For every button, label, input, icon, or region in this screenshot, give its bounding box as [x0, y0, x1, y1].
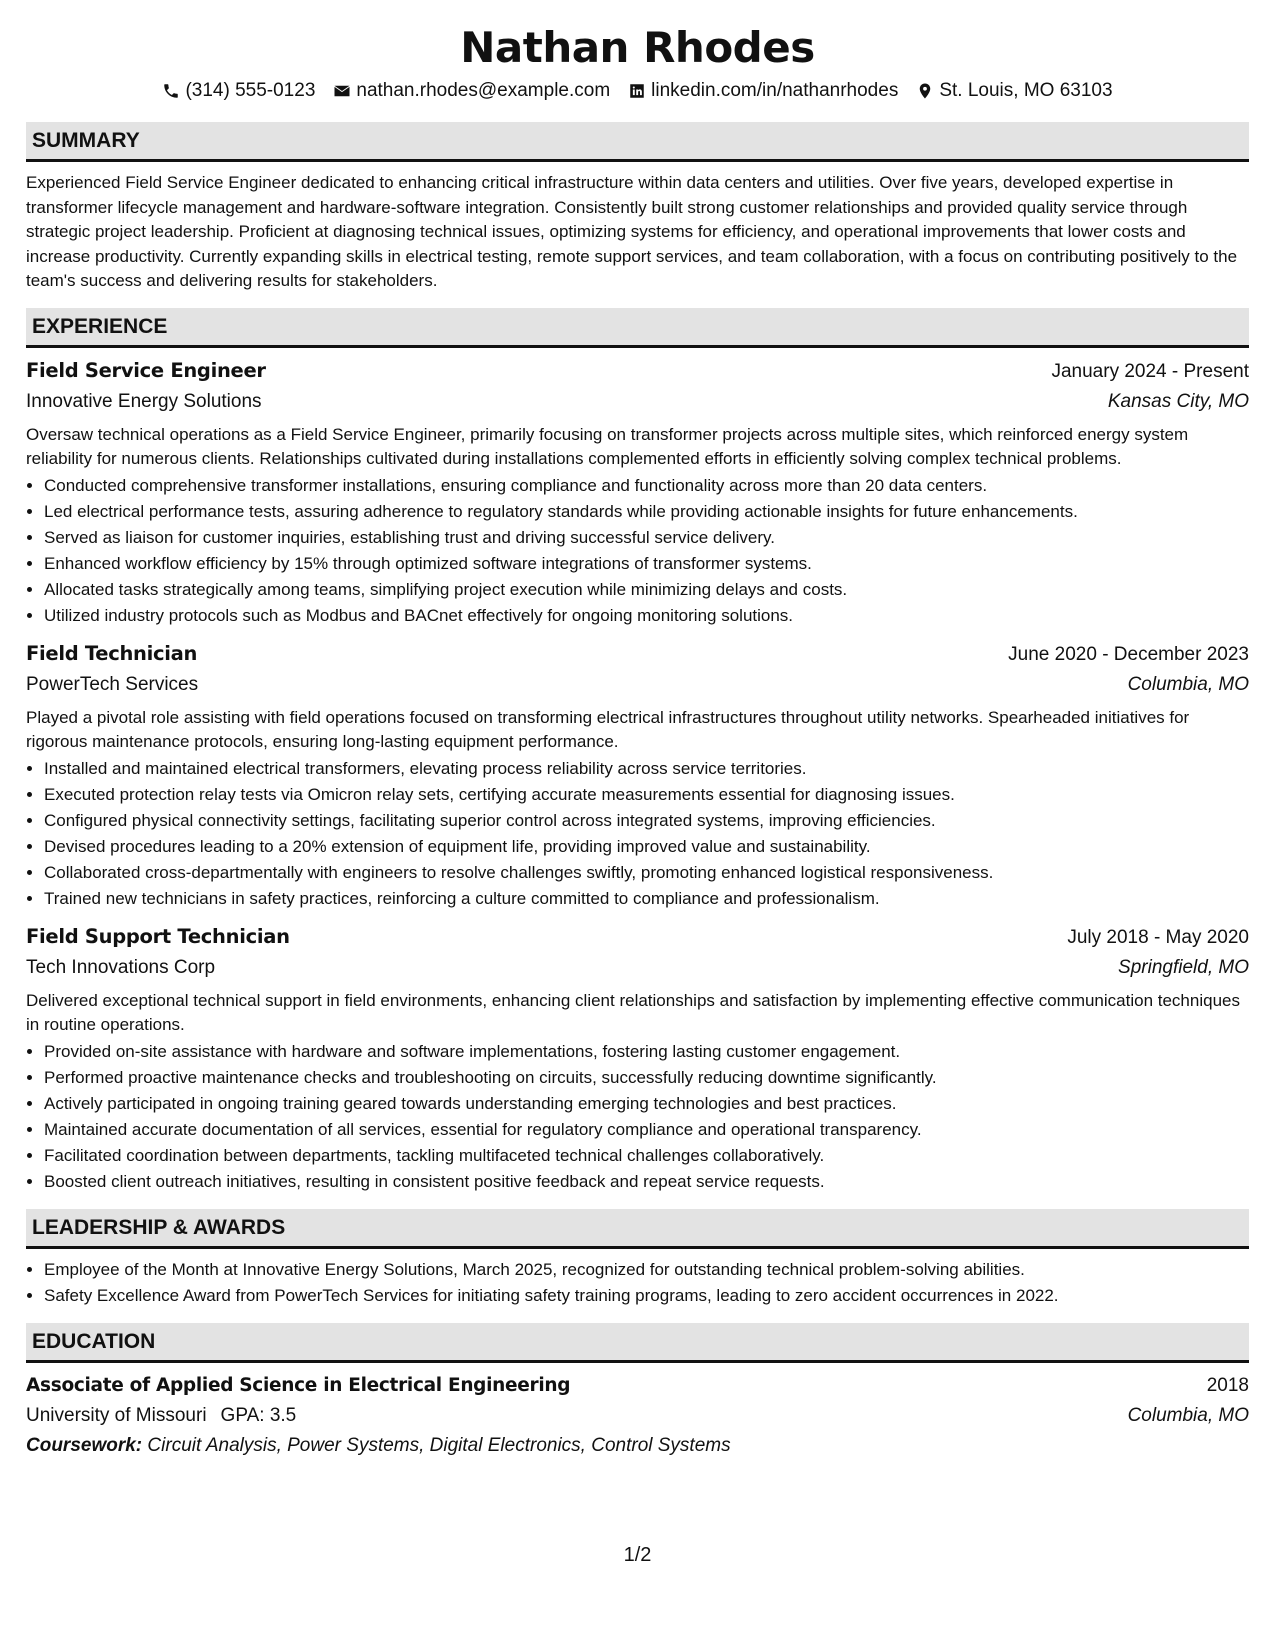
envelope-icon [333, 82, 351, 100]
linkedin-link[interactable]: linkedin.com/in/nathanrhodes [651, 80, 899, 101]
contact-bar [26, 78, 1249, 104]
bullet-item: • Provided on-site assistance with hardware and software implementations, fostering lasting customer engagement. [44, 1039, 1249, 1065]
location-text: St. Louis, MO 63103 [939, 80, 1113, 101]
bullet-item: • Allocated tasks strategically among teams, simplifying project execution while minimizing delays and costs. [44, 577, 1249, 603]
job-title: Field Technician [26, 641, 198, 665]
contact-phone [162, 78, 315, 104]
job-description: Played a pivotal role assisting with field operations focused on transforming electrical infrastructures throughout utility networks. Spearheaded initiatives for rigorous maintenance protocols, ensuring long-lasting equipment performance. [26, 707, 1190, 751]
map-pin-icon [916, 82, 934, 100]
bullet-item: • Trained new technicians in safety practices, reinforcing a culture committed to compliance and professionalism. [44, 886, 1249, 912]
degree-year: 2018 [1206, 1374, 1249, 1396]
section-heading-experience: EXPERIENCE [26, 308, 1249, 348]
school-name: University of Missouri [26, 1404, 207, 1426]
section-heading-leadership: LEADERSHIP & AWARDS [26, 1209, 1249, 1249]
job-location: Kansas City, MO [1107, 390, 1249, 412]
job-title: Field Service Engineer [26, 358, 266, 382]
section-heading-education: EDUCATION [26, 1323, 1249, 1363]
education-entry [26, 1371, 1249, 1461]
award-item: • Employee of the Month at Innovative Energy Solutions, March 2025, recognized for outstanding technical problem-solving abilities. [44, 1257, 1249, 1283]
job-description: Oversaw technical operations as a Field Service Engineer, primarily focusing on transformer projects across multiple sites, which reinforced energy system reliability for numerous clients. Relationships cultivated during installations complemented efforts in efficiently solving complex technical problems. [26, 424, 1189, 468]
job-company: Innovative Energy Solutions [26, 390, 262, 412]
phone-icon [162, 82, 180, 100]
contact-email[interactable] [333, 78, 610, 104]
bullet-item: • Conducted comprehensive transformer installations, ensuring compliance and functionality across more than 20 data centers. [44, 473, 1249, 499]
coursework-line [26, 1431, 1249, 1461]
contact-linkedin[interactable] [628, 78, 898, 104]
summary-text: Experienced Field Service Engineer dedicated to enhancing critical infrastructure within data centers and utilities. Over five years, developed expertise in transformer lifecycle management and hardware-software integration. Consistently built strong customer relationships and provided quality service through strategic project leadership. Proficient at diagnosing technical issues, optimizing systems for efficiency, and operational improvements that lower costs and increase productivity. Currently expanding skills in electrical testing, remote support services, and team collaboration, with a focus on contributing positively to the team's success and delivering results for stakeholders. [26, 173, 1238, 290]
bullet-item: • Enhanced workflow efficiency by 15% through optimized software integrations of transformer systems. [44, 551, 1249, 577]
gpa-text: GPA: 3.5 [220, 1404, 297, 1426]
email-link[interactable]: nathan.rhodes@example.com [356, 80, 611, 101]
bullet-item: • Configured physical connectivity settings, facilitating superior control across integrated systems, improving efficiencies. [44, 808, 1249, 834]
job-company: PowerTech Services [26, 673, 199, 695]
job-dates: July 2018 - May 2020 [1067, 926, 1249, 948]
job-company: Tech Innovations Corp [26, 956, 216, 978]
bullet-item: • Served as liaison for customer inquiries, establishing trust and driving successful service delivery. [44, 525, 1249, 551]
bullet-item: • Led electrical performance tests, assuring adherence to regulatory standards while providing actionable insights for future enhancements. [44, 499, 1249, 525]
bullet-item: • Executed protection relay tests via Omicron relay sets, certifying accurate measurements essential for diagnosing issues. [44, 782, 1249, 808]
candidate-name: Nathan Rhodes [460, 23, 815, 72]
bullet-item: • Installed and maintained electrical transformers, elevating process reliability across service territories. [44, 756, 1249, 782]
job-location: Columbia, MO [1127, 673, 1249, 695]
bullet-item: • Actively participated in ongoing training geared towards understanding emerging technologies and best practices. [44, 1091, 1249, 1117]
job-entry [26, 639, 1249, 912]
award-item: • Safety Excellence Award from PowerTech Services for initiating safety training programs, leading to zero accident occurrences in 2022. [44, 1283, 1249, 1309]
job-dates: January 2024 - Present [1051, 360, 1249, 382]
school-location: Columbia, MO [1127, 1404, 1249, 1426]
contact-location [916, 78, 1112, 104]
coursework-list: Circuit Analysis, Power Systems, Digital Electronics, Control Systems [147, 1434, 731, 1456]
job-location: Springfield, MO [1118, 956, 1249, 978]
job-description: Delivered exceptional technical support in field environments, enhancing client relationships and satisfaction by implementing effective communication techniques in routine operations. [26, 990, 1240, 1034]
phone-text: (314) 555-0123 [185, 80, 316, 101]
coursework-label: Coursework: [26, 1434, 143, 1456]
job-entry [26, 922, 1249, 1195]
leadership-bullets [26, 1257, 1249, 1309]
job-entry [26, 356, 1249, 629]
bullet-item: • Utilized industry protocols such as Modbus and BACnet effectively for ongoing monitoring solutions. [44, 603, 1249, 629]
bullet-item: • Performed proactive maintenance checks and troubleshooting on circuits, successfully reducing downtime significantly. [44, 1065, 1249, 1091]
school-line [26, 1401, 296, 1431]
page-number: 1/2 [623, 1544, 652, 1566]
bullet-item: • Boosted client outreach initiatives, resulting in consistent positive feedback and repeat service requests. [44, 1169, 1249, 1195]
job-dates: June 2020 - December 2023 [1008, 643, 1249, 665]
job-bullets [26, 756, 1249, 912]
job-bullets [26, 1039, 1249, 1195]
job-title: Field Support Technician [26, 924, 290, 948]
bullet-item: • Facilitated coordination between departments, tackling multifaceted technical challenges collaboratively. [44, 1143, 1249, 1169]
linkedin-icon [628, 82, 646, 100]
bullet-item: • Devised procedures leading to a 20% extension of equipment life, providing improved value and sustainability. [44, 834, 1249, 860]
job-bullets [26, 473, 1249, 629]
bullet-item: • Maintained accurate documentation of all services, essential for regulatory compliance and operational transparency. [44, 1117, 1249, 1143]
section-heading-summary: SUMMARY [26, 122, 1249, 162]
degree-title: Associate of Applied Science in Electrical Engineering [26, 1374, 571, 1396]
bullet-item: • Collaborated cross-departmentally with engineers to resolve challenges swiftly, promoting enhanced logistical responsiveness. [44, 860, 1249, 886]
